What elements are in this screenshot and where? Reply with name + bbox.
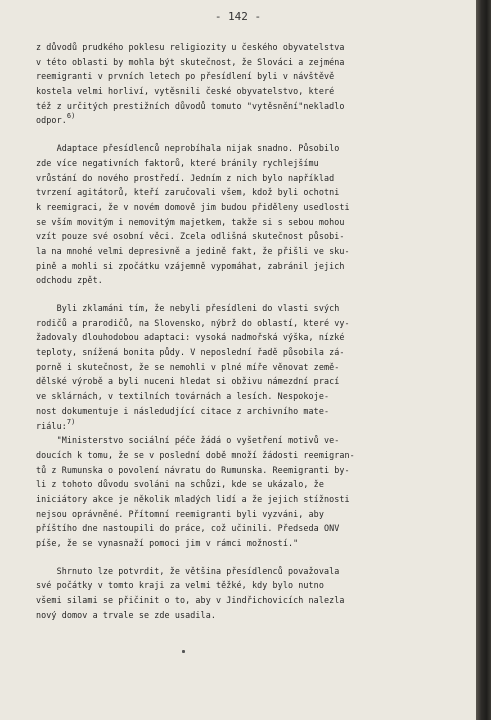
quotation	[36, 433, 448, 551]
text-line: vrůstání do nového prostředí. Jedním z nich bylo například	[36, 172, 335, 183]
text-line: z důvodů prudkého poklesu religiozity u českého obyvatelstva	[36, 42, 345, 52]
text-fragment: riálu:	[36, 420, 67, 431]
page-number: - 142 -	[214, 10, 262, 23]
footnote-mark: 7)	[66, 417, 76, 426]
text-line: se vším movitým i nemovitým majetkem, takže si s sebou mohou	[36, 216, 345, 227]
text-line-with-footnote	[36, 113, 448, 128]
text-line: li z tohoto důvodu svoláni na schůzi, kde se ukázalo, že	[36, 479, 324, 490]
text-line: doucích k tomu, že se v poslední době množí žádosti reemigran-	[36, 449, 355, 460]
text-line: tů z Rumunska o povolení návratu do Rumunska. Reemigranti by-	[36, 464, 350, 475]
text-line: kostela velmi horliví, vytěsnili české obyvatelstvo, které	[36, 86, 335, 97]
binding-edge	[476, 0, 491, 720]
text-line: Byli zklamáni tím, že nebyli přesídleni do vlasti svých	[36, 303, 340, 313]
text-line: reemigranti v prvních letech po přesídlení byli v návštěvě	[36, 71, 335, 82]
text-line: nový domov a trvale se zde usadila.	[36, 609, 216, 620]
text-line: rodičů a prarodičů, na Slovensko, nýbrž do oblastí, které vy-	[36, 317, 350, 328]
text-line: všemi silami se přičinit o to, aby v Jindřichovicích nalezla	[36, 595, 345, 606]
paragraph-5	[36, 564, 448, 623]
text-line-with-footnote	[36, 419, 448, 434]
text-line: nejsou oprávněné. Přítomní reemigranti byli vyzváni, aby	[36, 508, 324, 519]
paragraph-1	[36, 40, 448, 128]
text-line: Adaptace přesídlenců neprobíhala nijak snadno. Působilo	[36, 143, 340, 154]
footnote-mark: 6)	[66, 112, 76, 121]
text-line: své počátky v tomto kraji za velmi těžké, kdy bylo nutno	[36, 580, 324, 591]
body-text	[36, 40, 448, 622]
text-line: iniciátory akce je několik mladých lidí a že jejich stížnosti	[36, 493, 350, 504]
text-line: teploty, snížená bonita půdy. V neposlední řadě působila zá-	[36, 347, 345, 358]
text-line: nost dokumentuje i následudjící citace z archivního mate-	[36, 405, 330, 416]
text-line: "Ministerstvo sociální péče žádá o vyšetření motivů ve-	[36, 435, 340, 446]
text-line: žadovaly dlouhodobou adaptaci: vysoká nadmořská výška, nízké	[36, 332, 345, 343]
text-line: porně i skutečnost, že se nemohli v plné míře věnovat země-	[36, 361, 340, 372]
text-line: též z určitých prestižních důvodů tomuto "vytěsnění"nekladlo	[36, 100, 345, 111]
paragraph-3	[36, 301, 448, 433]
text-line: k reemigraci, že v novém domově jim budou přiděleny usedlosti	[36, 201, 350, 212]
text-line: v této oblasti by mohla být skutečnost, že Slováci a zejména	[36, 56, 345, 67]
text-line: příštího dne nastoupili do práce, což učinili. Předseda ONV	[36, 523, 340, 534]
text-line: pině a mohli si zpočátku vzájemně vypomáhat, zabránil jejich	[36, 260, 345, 271]
text-line: Shrnuto lze potvrdit, že většina přesídlenců považovala	[36, 565, 340, 576]
paragraph-2	[36, 141, 448, 288]
text-line: zde více negativních faktorů, které bránily rychlejšímu	[36, 157, 319, 168]
text-line: la na mnohé velmi depresivně a jedině fakt, že přišli ve sku-	[36, 245, 350, 256]
text-line: odchodu zpět.	[36, 275, 103, 286]
text-line: vzít pouze své osobní věci. Zcela odlišná skutečnost působi-	[36, 231, 345, 242]
text-line: dělské výrobě a byli nuceni hledat si obživu námezdní prací	[36, 376, 340, 387]
text-line: ve sklárnách, v textilních továrnách a lesích. Nespokoje-	[36, 391, 330, 402]
ink-speck	[182, 650, 185, 653]
text-line: tvrzení agitátorů, kteří zaručovali všem, kdož byli ochotni	[36, 187, 340, 198]
text-fragment: odpor.	[36, 115, 67, 126]
text-line: píše, že se vynasnaží pomoci jim v rámci možností."	[36, 538, 299, 548]
